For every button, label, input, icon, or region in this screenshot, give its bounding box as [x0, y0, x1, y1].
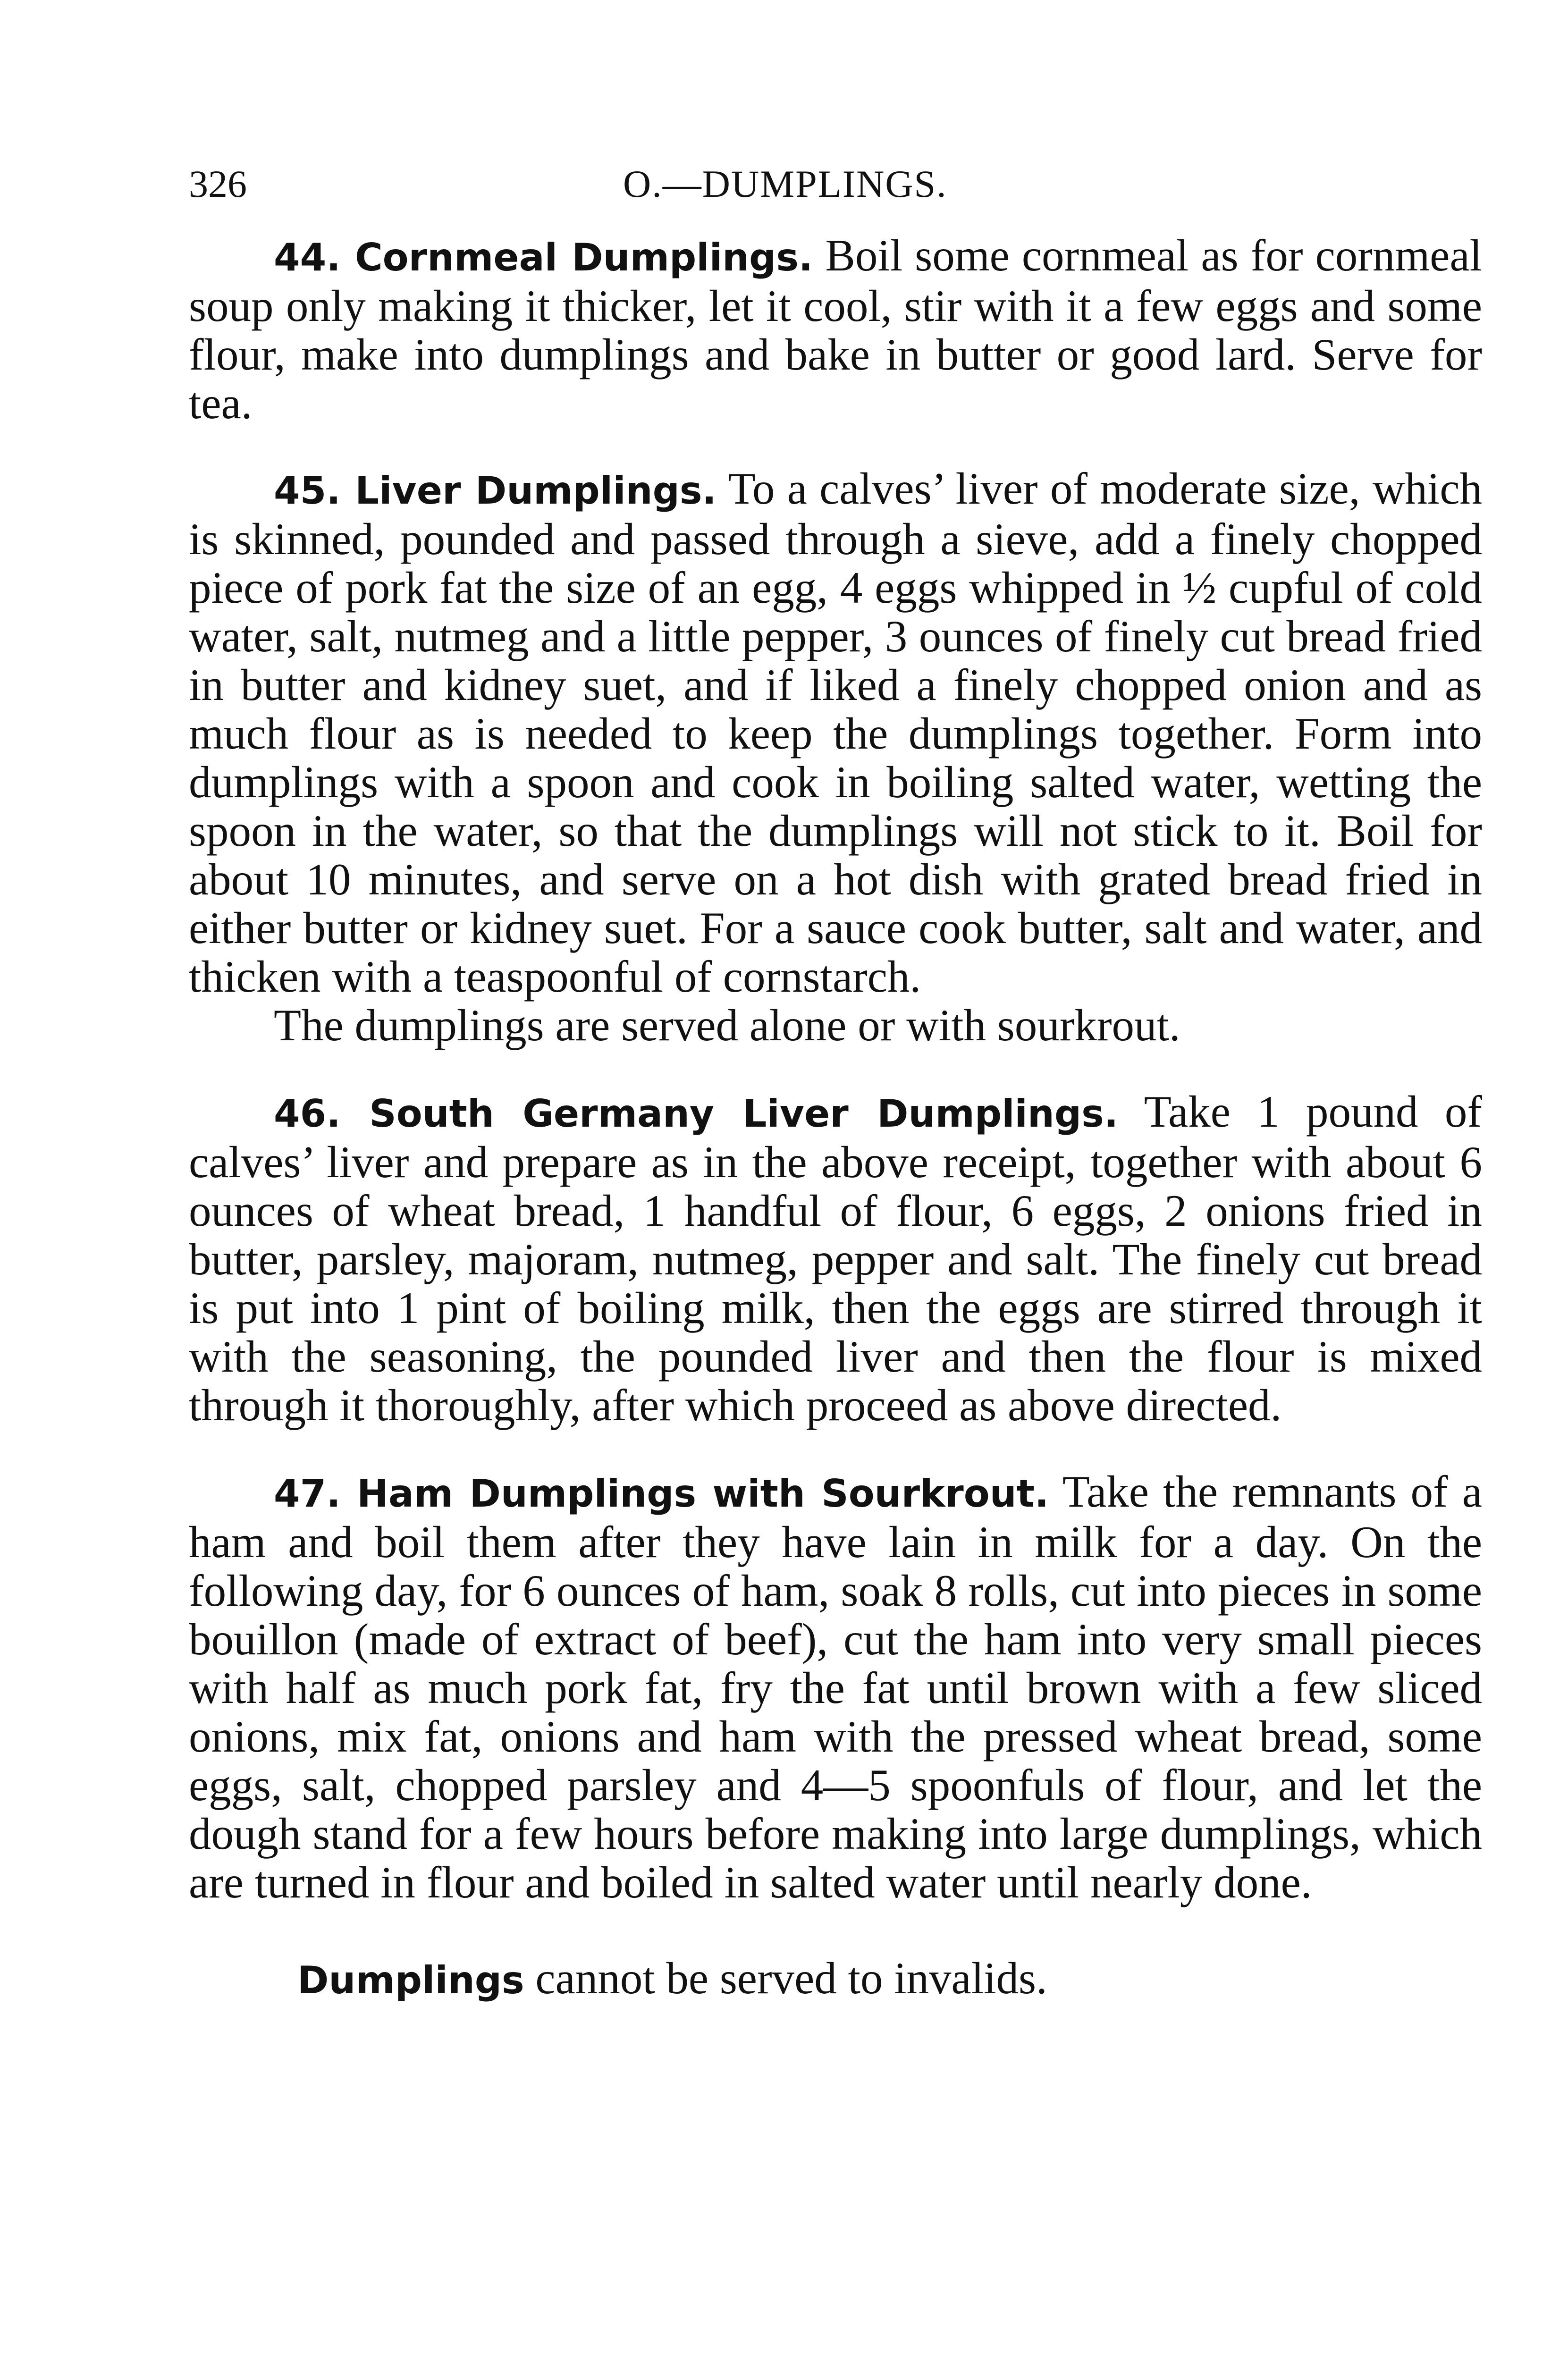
section-title: O.—DUMPLINGS. — [623, 162, 947, 205]
recipe-paragraph — [189, 464, 1482, 1001]
note-text: cannot be served to invalids. — [535, 1953, 1047, 2003]
recipe-heading: 46. South Germany Liver Dumplings. — [274, 1092, 1119, 1136]
recipe-text: Take the remnants of a ham and boil them after they have lain in milk for a day. On the following day, for 6 ounces of ham, soak 8 rolls, cut into pieces in some bouillon (made of extract of beef), cut the ham into very small pieces with half as much pork fat, fry the fat until brown with a few sliced onions, mix fat, onions and ham with the pressed wheat bread, some eggs, salt, chopped parsley and 4—5 spoonfuls of flour, and let the dough stand for a few hours before making into large dumplings, which are turned in flour and boiled in salted water until nearly done. — [189, 1467, 1482, 1907]
recipe-44 — [189, 231, 1482, 428]
recipe-text: Take 1 pound of calves’ liver and prepare as in the above receipt, together with about 6 ounces of wheat bread, 1 handful of flour, 6 eggs, 2 onions fried in butter, parsley, majoram, nutmeg, pepper and salt. The finely cut bread is put into 1 pint of boiling milk, then the eggs are stirred through it with the seasoning, the pounded liver and then the flour is mixed through it thoroughly, after which proceed as above directed. — [189, 1087, 1482, 1430]
recipe-45 — [189, 464, 1482, 1050]
recipe-heading: 45. Liver Dumplings. — [274, 469, 717, 513]
recipe-46 — [189, 1087, 1482, 1430]
recipe-paragraph — [189, 1087, 1482, 1430]
recipe-47 — [189, 1467, 1482, 1907]
recipe-text: Boil some cornmeal as for cornmeal soup only making it thicker, let it cool, stir with it a few eggs and some flour, make into dumplings and bake in butter or good lard. Serve for tea. — [189, 230, 1482, 428]
page-number: 326 — [189, 162, 247, 205]
recipe-heading: 44. Cornmeal Dumplings. — [274, 236, 813, 279]
recipe-paragraph — [189, 1467, 1482, 1907]
note-bold-word: Dumplings — [297, 1958, 524, 2002]
book-page — [189, 156, 1482, 2005]
closing-note — [189, 1954, 1482, 2005]
running-head — [189, 156, 1482, 212]
recipe-heading: 47. Ham Dumplings with Sourkrout. — [274, 1472, 1049, 1516]
recipe-text: To a calves’ liver of moderate size, which is skinned, pounded and passed through a sieve, add a finely chopped piece of pork fat the size of an egg, 4 eggs whipped in ½ cupful of cold water, salt, nutmeg and a little pepper, 3 ounces of finely cut bread fried in butter and kidney suet, and if liked a finely chopped onion and as much flour as is needed to keep the dumplings together. Form into dumplings with a spoon and cook in boiling salted water, wetting the spoon in the water, so that the dumplings will not stick to it. Boil for about 10 minutes, and serve on a hot dish with grated bread fried in either butter or kidney suet. For a sauce cook butter, salt and water, and thicken with a teaspoonful of cornstarch. — [189, 464, 1482, 1002]
recipe-paragraph — [189, 231, 1482, 428]
recipe-continuation: The dumplings are served alone or with sourkrout. — [274, 1000, 1180, 1050]
